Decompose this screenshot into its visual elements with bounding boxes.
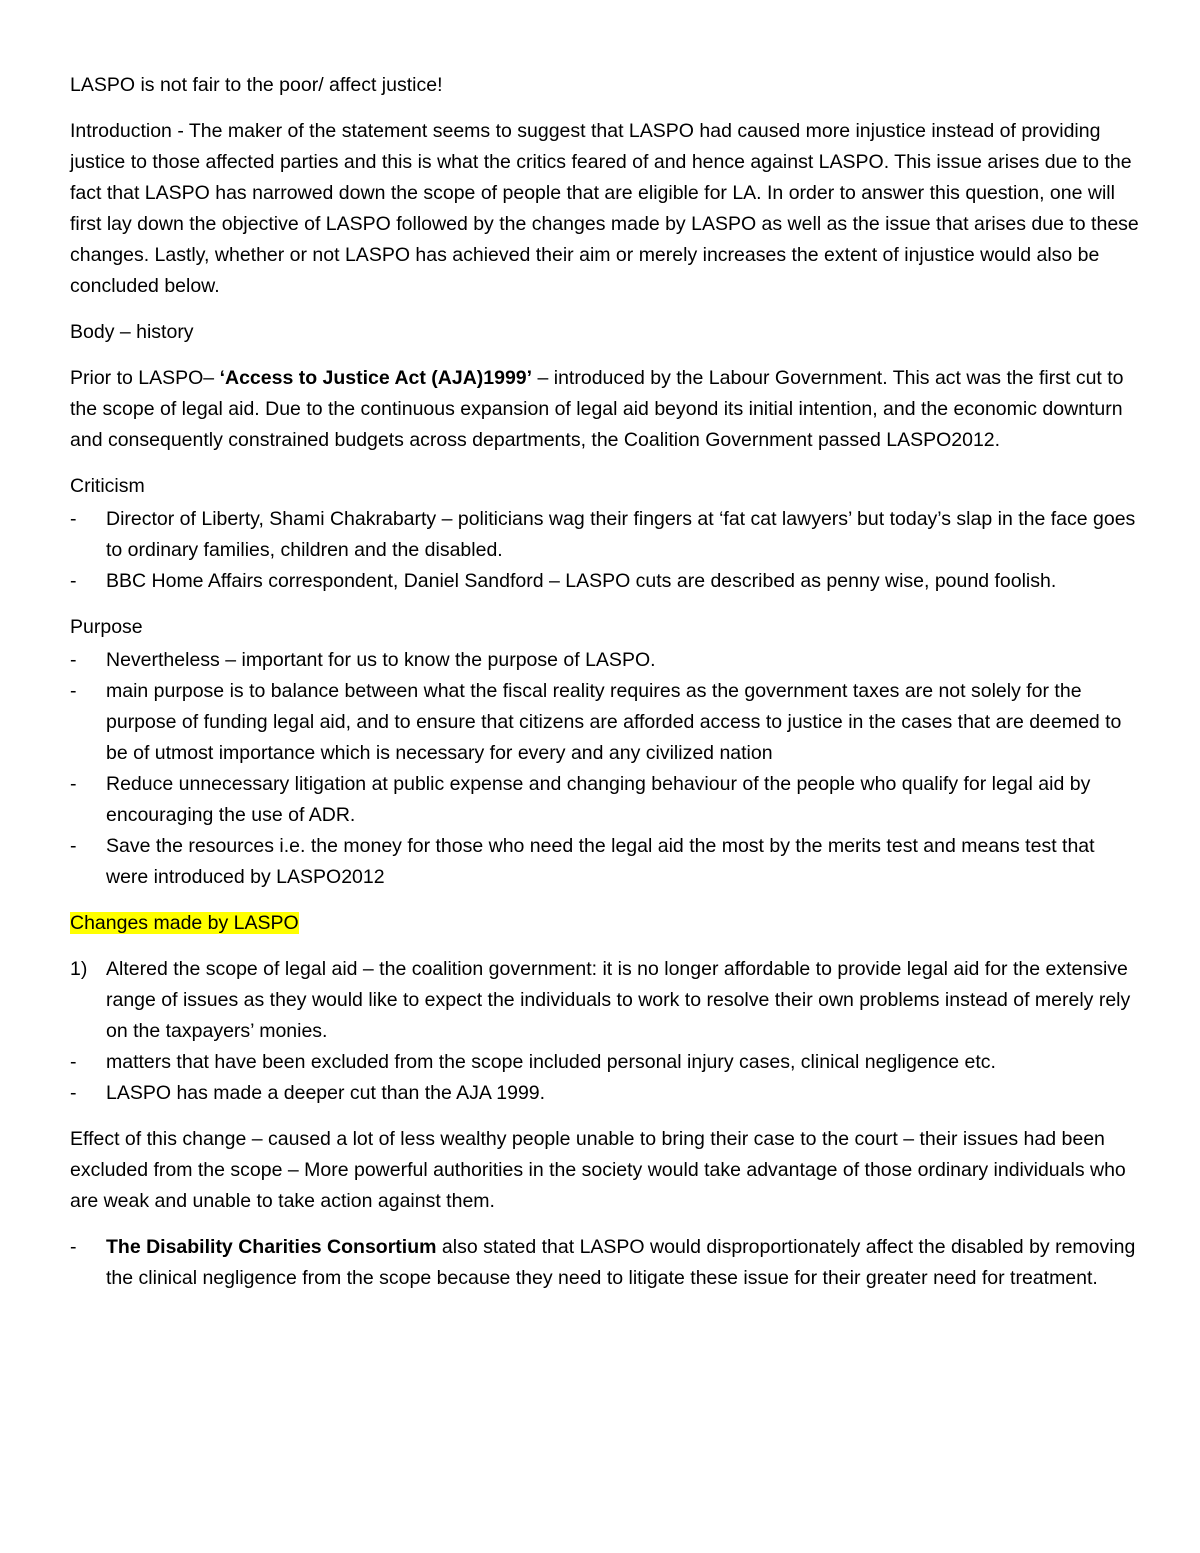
list-item-text: main purpose is to balance between what the fiscal reality requires as the government taxes are not solely for the purpose of funding legal aid, and to ensure that citizens are afforded access to justice in the cases that are deemed to be of utmost importance which is necessary for every and any civilized nation — [106, 680, 1122, 764]
purpose-heading: Purpose — [70, 616, 143, 638]
list-item — [70, 676, 1140, 769]
list-item-text: LASPO has made a deeper cut than the AJA 1999. — [106, 1082, 546, 1104]
list-item-text: Save the resources i.e. the money for those who need the legal aid the most by the merits test and means test that were introduced by LASPO2012 — [106, 835, 1095, 888]
body-history-heading: Body – history — [70, 321, 194, 343]
prior-lead: Prior to LASPO– — [70, 367, 220, 389]
list-item-text: Director of Liberty, Shami Chakrabarty – politicians wag their fingers at ‘fat cat lawyers’ but today’s slap in the face goes to ordinary families, children and the disabled. — [106, 508, 1136, 561]
dash-marker: - — [70, 649, 77, 671]
dash-marker: - — [70, 508, 77, 530]
changes-list — [70, 954, 1140, 1109]
purpose-list — [70, 645, 1140, 893]
dash-marker: - — [70, 1051, 77, 1073]
introduction-paragraph: Introduction - The maker of the statement seems to suggest that LASPO had caused more injustice instead of providing justice to those affected parties and this is what the critics feared of and hence against LASPO. This issue arises due to the fact that LASPO has narrowed down the scope of people that are eligible for LA. In order to answer this question, one will first lay down the objective of LASPO followed by the changes made by LASPO as well as the issue that arises due to these changes. Lastly, whether or not LASPO has achieved their aim or merely increases the extent of injustice would also be concluded below. — [70, 120, 1139, 297]
list-item-text: matters that have been excluded from the scope included personal injury cases, clinical negligence etc. — [106, 1051, 996, 1073]
list-item-text: also stated that LASPO would disproportionately affect the disabled by removing the clinical negligence from the scope because they need to litigate these issue for their greater need for treatment. — [106, 1236, 1136, 1289]
number-marker: 1) — [70, 958, 88, 980]
dash-marker: - — [70, 1082, 77, 1104]
list-item-text: Nevertheless – important for us to know the purpose of LASPO. — [106, 649, 656, 671]
dash-marker: - — [70, 570, 77, 592]
disability-consortium-name: The Disability Charities Consortium — [106, 1236, 437, 1258]
list-item-text: Altered the scope of legal aid – the coalition government: it is no longer affordable to provide legal aid for the extensive range of issues as they would like to expect the individuals to work to resolve their own problems instead of merely rely on the taxpayers’ monies. — [106, 958, 1131, 1042]
effect-paragraph: Effect of this change – caused a lot of less wealthy people unable to bring their case to the court – their issues had been excluded from the scope – More powerful authorities in the society would take advantage of those ordinary individuals who are weak and unable to take action against them. — [70, 1128, 1126, 1212]
list-item — [70, 504, 1140, 566]
document-title: LASPO is not fair to the poor/ affect justice! — [70, 74, 443, 96]
prior-to-laspo-paragraph — [70, 363, 1140, 456]
dash-marker: - — [70, 680, 77, 702]
criticism-heading: Criticism — [70, 475, 145, 497]
list-item — [70, 1078, 1140, 1109]
list-item — [70, 1232, 1140, 1294]
list-item — [70, 831, 1140, 893]
document-page — [70, 70, 1140, 1309]
disability-list — [70, 1232, 1140, 1294]
dash-marker: - — [70, 1236, 77, 1258]
list-item-text: Reduce unnecessary litigation at public expense and changing behaviour of the people who qualify for legal aid by encouraging the use of ADR. — [106, 773, 1091, 826]
list-item — [70, 1047, 1140, 1078]
changes-heading — [70, 908, 1140, 939]
numbered-item — [70, 954, 1140, 1047]
dash-marker: - — [70, 835, 77, 857]
list-item — [70, 645, 1140, 676]
list-item-text: BBC Home Affairs correspondent, Daniel Sandford – LASPO cuts are described as penny wise, pound foolish. — [106, 570, 1057, 592]
aja-1999-title: ‘Access to Justice Act (AJA)1999’ — [219, 367, 533, 389]
dash-marker: - — [70, 773, 77, 795]
highlighted-heading-text: Changes made by LASPO — [70, 912, 299, 934]
criticism-list — [70, 504, 1140, 597]
prior-rest: – introduced by the Labour Government. This act was the first cut to the scope of legal aid. Due to the continuous expansion of legal aid beyond its initial intention, and the economic downturn and consequently constrained budgets across departments, the Coalition Government passed LASPO2012. — [70, 367, 1124, 451]
list-item — [70, 769, 1140, 831]
list-item — [70, 566, 1140, 597]
